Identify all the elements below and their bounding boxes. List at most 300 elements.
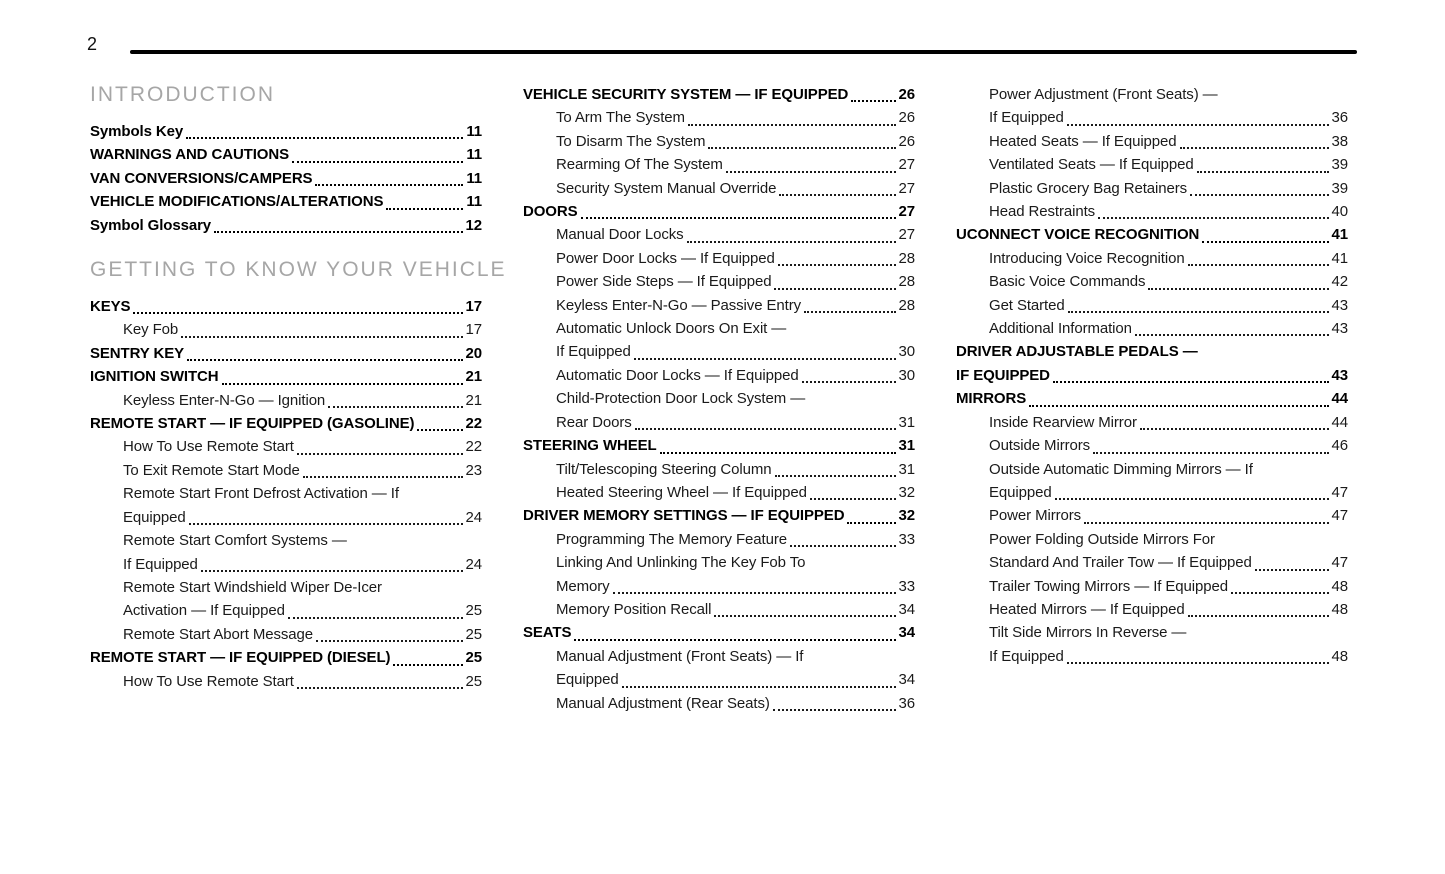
toc-entry-text: Security System Manual Override bbox=[556, 179, 777, 197]
dot-leader bbox=[802, 364, 896, 383]
toc-entry-text: Power Side Steps — If Equipped bbox=[556, 273, 772, 291]
toc-entry bbox=[90, 295, 482, 318]
toc-entry-text: Manual Adjustment (Rear Seats) bbox=[556, 694, 770, 712]
toc-entry-page: 21 bbox=[465, 391, 482, 409]
toc-entry-line bbox=[989, 247, 1348, 270]
dot-leader bbox=[810, 481, 896, 500]
dot-leader bbox=[1084, 504, 1328, 523]
toc-entry-text: Additional Information bbox=[989, 320, 1132, 338]
toc-column-1 bbox=[90, 83, 507, 715]
toc-entry bbox=[523, 317, 915, 364]
toc-entry-line bbox=[989, 598, 1348, 621]
toc-entry-page: 27 bbox=[898, 226, 915, 244]
toc-entry-line bbox=[989, 294, 1348, 317]
dot-leader bbox=[417, 412, 462, 431]
toc-entry bbox=[523, 645, 915, 692]
toc-entry-text: KEYS bbox=[90, 298, 131, 316]
toc-entry-page: 48 bbox=[1331, 577, 1348, 595]
toc-entry-line bbox=[556, 575, 915, 598]
toc-entry-text: Power Door Locks — If Equipped bbox=[556, 249, 775, 267]
toc-entry-text-line1: Child-Protection Door Lock System — bbox=[556, 390, 806, 408]
toc-entry-line bbox=[989, 434, 1348, 457]
toc-entry-line bbox=[556, 223, 915, 246]
toc-entry bbox=[90, 412, 482, 435]
toc-entry bbox=[523, 387, 915, 434]
toc-entry-page: 26 bbox=[898, 109, 915, 127]
toc-entry bbox=[523, 223, 915, 246]
toc-entry-page: 41 bbox=[1331, 226, 1348, 244]
toc-entry-line bbox=[956, 364, 1348, 387]
toc-entry bbox=[523, 83, 915, 106]
toc-entry-text: Automatic Door Locks — If Equipped bbox=[556, 366, 799, 384]
toc-entry-page: 11 bbox=[466, 146, 482, 164]
toc-entry bbox=[523, 434, 915, 457]
toc-entry-page: 11 bbox=[466, 193, 482, 211]
toc-entry-page: 28 bbox=[898, 296, 915, 314]
toc-entry-page: 25 bbox=[465, 625, 482, 643]
toc-entry-line bbox=[90, 646, 482, 669]
toc-entry-page: 33 bbox=[898, 577, 915, 595]
toc-entry-text: Ventilated Seats — If Equipped bbox=[989, 156, 1194, 174]
toc-entry-page: 47 bbox=[1331, 507, 1348, 525]
toc-entry-line bbox=[90, 342, 482, 365]
toc-entry-page: 39 bbox=[1331, 156, 1348, 174]
toc-entry-line bbox=[123, 506, 482, 529]
dot-leader bbox=[688, 106, 896, 125]
toc-entry-line bbox=[556, 130, 915, 153]
toc-entry-line bbox=[556, 364, 915, 387]
toc-entry-text: DOORS bbox=[523, 203, 578, 221]
dot-leader bbox=[328, 389, 462, 408]
toc-entry-page: 47 bbox=[1331, 483, 1348, 501]
toc-entry-text: Equipped bbox=[556, 671, 619, 689]
toc-entry-text: SENTRY KEY bbox=[90, 344, 185, 362]
toc-entry-page: 30 bbox=[898, 366, 915, 384]
toc-entry-line bbox=[523, 83, 915, 106]
toc-entry-page: 20 bbox=[465, 344, 482, 362]
toc-entry-page: 34 bbox=[898, 624, 915, 642]
dot-leader bbox=[778, 247, 896, 266]
toc-entry-text: To Exit Remote Start Mode bbox=[123, 461, 300, 479]
dot-leader bbox=[574, 621, 895, 640]
toc-entry bbox=[956, 200, 1348, 223]
toc-entry-line bbox=[989, 200, 1348, 223]
toc-entry-page: 24 bbox=[465, 508, 482, 526]
dot-leader bbox=[292, 143, 463, 162]
toc-entry-text: Activation — If Equipped bbox=[123, 602, 285, 620]
toc-entry-page: 12 bbox=[465, 216, 482, 234]
dot-leader bbox=[687, 223, 896, 242]
dot-leader bbox=[297, 435, 463, 454]
toc-entry-page: 17 bbox=[465, 321, 482, 339]
toc-entry bbox=[523, 481, 915, 504]
toc-entry bbox=[523, 177, 915, 200]
dot-leader bbox=[847, 504, 895, 523]
dot-leader bbox=[622, 668, 896, 687]
toc-entry-page: 11 bbox=[466, 123, 482, 140]
toc-entry-text: Rear Doors bbox=[556, 413, 632, 431]
toc-entry-text: MIRRORS bbox=[956, 390, 1027, 408]
toc-entry bbox=[523, 504, 915, 527]
toc-entry-line bbox=[90, 190, 482, 213]
toc-entry-line bbox=[989, 177, 1348, 200]
toc-entry bbox=[956, 458, 1348, 505]
toc-entry-page: 23 bbox=[465, 461, 482, 479]
toc-entry-line bbox=[989, 481, 1348, 504]
toc-entry bbox=[956, 411, 1348, 434]
toc-entry-line bbox=[556, 177, 915, 200]
toc-entry bbox=[956, 598, 1348, 621]
toc-entry bbox=[90, 646, 482, 669]
toc-entry-line bbox=[556, 153, 915, 176]
toc-entry bbox=[956, 270, 1348, 293]
dot-leader bbox=[634, 340, 896, 359]
toc-entry-text: Outside Mirrors bbox=[989, 437, 1091, 455]
toc-entry-text: IGNITION SWITCH bbox=[90, 368, 219, 386]
toc-entry-page: 46 bbox=[1331, 437, 1348, 455]
toc-entry-text: UCONNECT VOICE RECOGNITION bbox=[956, 226, 1200, 244]
toc-entry-text: DRIVER MEMORY SETTINGS — IF EQUIPPED bbox=[523, 507, 845, 525]
toc-entry-text: How To Use Remote Start bbox=[123, 672, 294, 690]
toc-entry-line bbox=[956, 223, 1348, 246]
toc-entry-line bbox=[556, 598, 915, 621]
toc-entry bbox=[523, 364, 915, 387]
toc-entry-line bbox=[90, 143, 482, 166]
toc-entry bbox=[90, 670, 482, 693]
toc-entry-line bbox=[123, 599, 482, 622]
toc-entry-text-line1: Remote Start Comfort Systems — bbox=[123, 532, 347, 550]
toc-entry-text: Standard And Trailer Tow — If Equipped bbox=[989, 554, 1252, 572]
toc-entry-line bbox=[90, 120, 482, 143]
toc-entry-text-line1: Power Adjustment (Front Seats) — bbox=[989, 86, 1218, 103]
dot-leader bbox=[1188, 598, 1329, 617]
dot-leader bbox=[708, 130, 895, 149]
toc-entry-page: 27 bbox=[898, 156, 915, 174]
toc-entry-page: 30 bbox=[898, 343, 915, 361]
toc-entry-text-line1: Remote Start Windshield Wiper De-Icer bbox=[123, 578, 382, 596]
dot-leader bbox=[186, 120, 463, 139]
toc-entry bbox=[523, 130, 915, 153]
toc-entry-page: 25 bbox=[465, 602, 482, 620]
toc-entry-page: 43 bbox=[1331, 296, 1348, 314]
toc-entry-line bbox=[989, 153, 1348, 176]
toc-entry-line bbox=[523, 504, 915, 527]
toc-entry-text: Rearming Of The System bbox=[556, 156, 723, 174]
toc-entry bbox=[956, 504, 1348, 527]
toc-entry-text: Trailer Towing Mirrors — If Equipped bbox=[989, 577, 1228, 595]
toc-entry-line bbox=[556, 247, 915, 270]
toc-entry bbox=[956, 153, 1348, 176]
toc-entry bbox=[523, 106, 915, 129]
toc-entry-page: 28 bbox=[898, 273, 915, 291]
toc-entry-text: Introducing Voice Recognition bbox=[989, 249, 1185, 267]
toc-entry-line bbox=[123, 389, 482, 412]
toc-entry-line bbox=[556, 340, 915, 363]
toc-entry-line bbox=[556, 294, 915, 317]
toc-entry-text: VEHICLE SECURITY SYSTEM — IF EQUIPPED bbox=[523, 86, 849, 103]
toc-entry-line bbox=[123, 435, 482, 458]
toc-entry-page: 44 bbox=[1331, 390, 1348, 408]
toc-entry bbox=[90, 120, 482, 143]
toc-entry-text-line1: Tilt Side Mirrors In Reverse — bbox=[989, 624, 1187, 642]
toc-entry-text: If Equipped bbox=[123, 555, 198, 573]
toc-entry bbox=[90, 482, 482, 529]
toc-entry-line bbox=[123, 623, 482, 646]
toc-entry-text: Keyless Enter-N-Go — Ignition bbox=[123, 391, 326, 409]
toc-entry-text: Heated Mirrors — If Equipped bbox=[989, 600, 1185, 618]
dot-leader bbox=[1255, 551, 1329, 570]
toc-entry-text: If Equipped bbox=[989, 109, 1064, 127]
toc-entry bbox=[90, 318, 482, 341]
toc-entry bbox=[90, 190, 482, 213]
toc-entry bbox=[523, 247, 915, 270]
toc-entry-page: 17 bbox=[465, 298, 482, 316]
toc-entry-line bbox=[989, 551, 1348, 574]
toc-entry-page: 43 bbox=[1331, 320, 1348, 338]
toc-entry-text-line1: Automatic Unlock Doors On Exit — bbox=[556, 320, 787, 338]
toc-entry-page: 11 bbox=[466, 169, 482, 187]
toc-entry-line bbox=[90, 295, 482, 318]
dot-leader bbox=[1188, 247, 1329, 266]
toc-entry-page: 24 bbox=[465, 555, 482, 573]
toc-entry-text: Memory bbox=[556, 577, 610, 595]
toc-entry-text-line1: Outside Automatic Dimming Mirrors — If bbox=[989, 460, 1253, 478]
toc-entry bbox=[956, 317, 1348, 340]
toc-entry bbox=[956, 621, 1348, 668]
toc-entry-line bbox=[556, 692, 915, 715]
toc-entry-text: How To Use Remote Start bbox=[123, 438, 294, 456]
toc-entry bbox=[90, 435, 482, 458]
dot-leader bbox=[133, 295, 462, 314]
toc-entry bbox=[956, 177, 1348, 200]
toc-entry bbox=[523, 153, 915, 176]
toc-entry-line bbox=[523, 434, 915, 457]
dot-leader bbox=[222, 365, 463, 384]
toc-entry-text: REMOTE START — IF EQUIPPED (DIESEL) bbox=[90, 649, 391, 667]
dot-leader bbox=[1231, 575, 1329, 594]
toc-entry-page: 38 bbox=[1331, 132, 1348, 150]
toc-entry-text: IF EQUIPPED bbox=[956, 366, 1050, 384]
toc-entry-line bbox=[989, 270, 1348, 293]
toc-entry-text-line1: Linking And Unlinking The Key Fob To bbox=[556, 554, 806, 572]
dot-leader bbox=[1067, 645, 1329, 664]
toc-entry-page: 27 bbox=[898, 203, 915, 221]
toc-entry-page: 34 bbox=[898, 671, 915, 689]
toc-entry-page: 31 bbox=[898, 460, 915, 478]
toc-entry-page: 32 bbox=[898, 507, 915, 525]
toc-entry-line bbox=[989, 106, 1348, 129]
toc-entry-page: 27 bbox=[898, 179, 915, 197]
toc-entry-text: If Equipped bbox=[556, 343, 631, 361]
toc-entry-page: 28 bbox=[898, 249, 915, 267]
toc-entry-page: 22 bbox=[465, 415, 482, 433]
dot-leader bbox=[660, 434, 896, 453]
toc-entry-page: 21 bbox=[465, 368, 482, 386]
dot-leader bbox=[1093, 434, 1328, 453]
toc-entry bbox=[523, 200, 915, 223]
toc-entry-page: 36 bbox=[1331, 109, 1348, 127]
toc-entry-text: Symbols Key bbox=[90, 123, 184, 140]
toc-entry bbox=[90, 143, 482, 166]
toc-entry-line bbox=[556, 668, 915, 691]
toc-entry bbox=[523, 528, 915, 551]
toc-entry bbox=[90, 576, 482, 623]
toc-entry-text: Heated Seats — If Equipped bbox=[989, 132, 1177, 150]
toc-entry bbox=[90, 529, 482, 576]
toc-entry-text: Head Restraints bbox=[989, 203, 1096, 221]
dot-leader bbox=[288, 599, 463, 618]
toc-entry-text: STEERING WHEEL bbox=[523, 437, 657, 455]
dot-leader bbox=[779, 177, 895, 196]
toc-entry-line bbox=[123, 459, 482, 482]
toc-entry-text: VEHICLE MODIFICATIONS/ALTERATIONS bbox=[90, 193, 384, 211]
toc-entry-page: 26 bbox=[898, 132, 915, 150]
toc-entry-page: 48 bbox=[1331, 600, 1348, 618]
toc-entry-line bbox=[90, 214, 482, 237]
toc-entry-page: 25 bbox=[465, 672, 482, 690]
toc-entry-page: 22 bbox=[465, 438, 482, 456]
dot-leader bbox=[804, 294, 895, 313]
toc-entry-text: Tilt/Telescoping Steering Column bbox=[556, 460, 772, 478]
toc-entry-text: REMOTE START — IF EQUIPPED (GASOLINE) bbox=[90, 415, 415, 433]
toc-entry-line bbox=[556, 411, 915, 434]
toc-entry-page: 32 bbox=[898, 483, 915, 501]
toc-entry-page: 48 bbox=[1331, 647, 1348, 665]
toc-entry-line bbox=[556, 106, 915, 129]
toc-entry-line bbox=[989, 504, 1348, 527]
top-rule bbox=[130, 50, 1357, 54]
toc-entry-page: 33 bbox=[898, 530, 915, 548]
dot-leader bbox=[316, 623, 463, 642]
toc-column-2 bbox=[523, 83, 915, 715]
toc-entry-line bbox=[90, 167, 482, 190]
toc-entry-page: 31 bbox=[898, 437, 915, 455]
toc-entry-text: Keyless Enter-N-Go — Passive Entry bbox=[556, 296, 802, 314]
dot-leader bbox=[1202, 223, 1328, 242]
dot-leader bbox=[1053, 364, 1329, 383]
toc-entry-line bbox=[90, 365, 482, 388]
toc-entry-line bbox=[556, 528, 915, 551]
toc-entry-page: 39 bbox=[1331, 179, 1348, 197]
toc-entry-page: 25 bbox=[465, 649, 482, 667]
dot-leader bbox=[1068, 294, 1329, 313]
toc-entry bbox=[523, 692, 915, 715]
dot-leader bbox=[851, 83, 895, 102]
dot-leader bbox=[1140, 411, 1329, 430]
dot-leader bbox=[386, 190, 463, 209]
dot-leader bbox=[1190, 177, 1328, 196]
dot-leader bbox=[1135, 317, 1329, 336]
toc-entry-text: Memory Position Recall bbox=[556, 600, 712, 618]
dot-leader bbox=[581, 200, 896, 219]
dot-leader bbox=[201, 553, 463, 572]
toc-entry-line bbox=[123, 318, 482, 341]
toc-entry bbox=[956, 340, 1348, 387]
dot-leader bbox=[1180, 130, 1329, 149]
toc-entry-text: Programming The Memory Feature bbox=[556, 530, 787, 548]
toc-entry-line bbox=[523, 200, 915, 223]
toc-entry-line bbox=[123, 553, 482, 576]
toc-entry-page: 47 bbox=[1331, 554, 1348, 572]
toc-entry bbox=[956, 434, 1348, 457]
toc-entry bbox=[956, 83, 1348, 130]
dot-leader bbox=[1148, 270, 1328, 289]
dot-leader bbox=[187, 342, 462, 361]
toc-entry bbox=[956, 247, 1348, 270]
toc-entry-line bbox=[989, 411, 1348, 434]
toc-entry-line bbox=[989, 130, 1348, 153]
toc-entry-line bbox=[989, 645, 1348, 668]
toc-entry bbox=[523, 598, 915, 621]
toc-entry bbox=[523, 294, 915, 317]
dot-leader bbox=[773, 692, 896, 711]
toc-entry-text: Equipped bbox=[123, 508, 186, 526]
toc-entry-page: 44 bbox=[1331, 413, 1348, 431]
toc-entry-line bbox=[523, 621, 915, 644]
toc-entry bbox=[523, 458, 915, 481]
toc-entry bbox=[956, 223, 1348, 246]
toc-entry-text-line1: Power Folding Outside Mirrors For bbox=[989, 530, 1215, 548]
toc-entry-text-line1: DRIVER ADJUSTABLE PEDALS — bbox=[956, 343, 1198, 361]
toc-entry-page: 42 bbox=[1331, 273, 1348, 291]
toc-entry bbox=[90, 623, 482, 646]
toc-entry-line bbox=[556, 458, 915, 481]
toc-entry-page: 36 bbox=[898, 694, 915, 712]
dot-leader bbox=[214, 214, 462, 233]
toc-entry-page: 34 bbox=[898, 600, 915, 618]
toc-entry-line bbox=[989, 317, 1348, 340]
toc-entry bbox=[956, 294, 1348, 317]
toc-entry-page: 41 bbox=[1331, 249, 1348, 267]
toc-entry-text: Remote Start Abort Message bbox=[123, 625, 313, 643]
toc-entry-page: 40 bbox=[1331, 203, 1348, 221]
dot-leader bbox=[775, 458, 896, 477]
toc-entry-line bbox=[556, 481, 915, 504]
toc-entry bbox=[90, 365, 482, 388]
dot-leader bbox=[635, 411, 896, 430]
toc-entry-text: SEATS bbox=[523, 624, 572, 642]
toc-entry-text: Basic Voice Commands bbox=[989, 273, 1146, 291]
toc-entry-text: If Equipped bbox=[989, 647, 1064, 665]
toc-entry-text: Plastic Grocery Bag Retainers bbox=[989, 179, 1188, 197]
dot-leader bbox=[303, 459, 463, 478]
toc-entry-text: Equipped bbox=[989, 483, 1052, 501]
table-of-contents bbox=[90, 83, 1348, 715]
dot-leader bbox=[726, 153, 896, 172]
toc-entry bbox=[90, 167, 482, 190]
toc-entry-line bbox=[123, 670, 482, 693]
toc-entry-text: To Arm The System bbox=[556, 109, 685, 127]
toc-entry-text: Key Fob bbox=[123, 321, 179, 339]
toc-entry-page: 26 bbox=[898, 86, 915, 103]
toc-entry bbox=[90, 389, 482, 412]
dot-leader bbox=[189, 506, 463, 525]
toc-entry-text: Inside Rearview Mirror bbox=[989, 413, 1137, 431]
toc-entry bbox=[523, 270, 915, 293]
dot-leader bbox=[774, 270, 895, 289]
toc-entry bbox=[956, 130, 1348, 153]
dot-leader bbox=[1055, 481, 1329, 500]
toc-section-header: GETTING TO KNOW YOUR VEHICLE bbox=[90, 258, 507, 282]
dot-leader bbox=[790, 528, 896, 547]
toc-entry-text: VAN CONVERSIONS/CAMPERS bbox=[90, 169, 313, 187]
dot-leader bbox=[393, 646, 462, 665]
dot-leader bbox=[714, 598, 895, 617]
toc-entry bbox=[90, 214, 482, 237]
toc-entry-text: WARNINGS AND CAUTIONS bbox=[90, 146, 290, 164]
dot-leader bbox=[315, 167, 463, 186]
toc-entry bbox=[90, 342, 482, 365]
